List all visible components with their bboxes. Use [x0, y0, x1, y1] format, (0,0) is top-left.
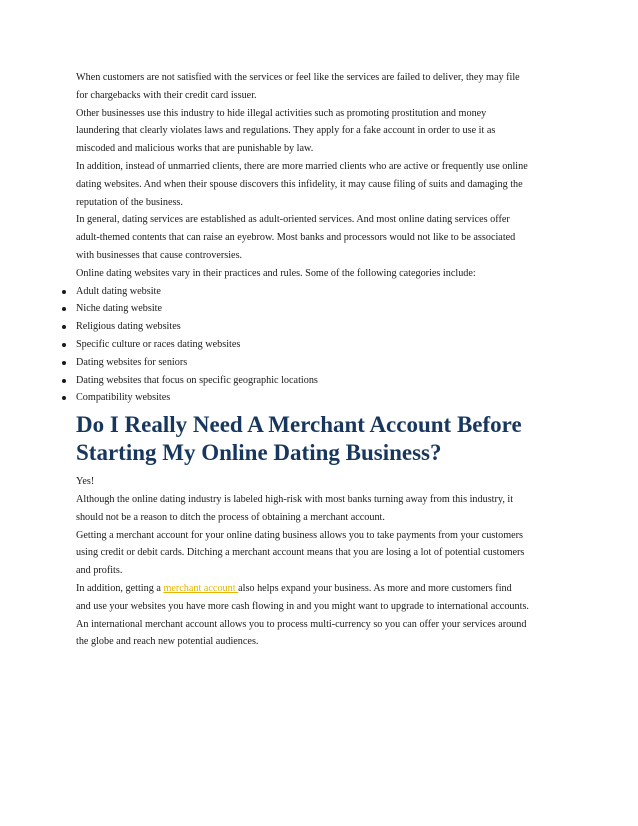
category-label: Religious dating websites [76, 321, 181, 333]
paragraph-line: Online dating websites vary in their practices and rules. Some of the following categories include: [76, 267, 476, 279]
paragraph-line: the globe and reach new potential audiences. [76, 636, 259, 648]
category-label: Dating websites for seniors [76, 356, 188, 368]
paragraph [76, 158, 566, 211]
paragraph-line: reputation of the business. [76, 196, 183, 208]
category-list [76, 283, 566, 408]
category-label: Specific culture or races dating websites [76, 338, 241, 350]
paragraph-line: Yes! [76, 476, 95, 488]
bullet-icon [62, 307, 66, 311]
category-item [76, 389, 566, 407]
paragraph [76, 105, 566, 158]
paragraph-line: for chargebacks with their credit card issuer. [76, 89, 257, 101]
paragraph-line: and profits. [76, 565, 123, 577]
merchant-account-link[interactable]: merchant account [163, 582, 239, 594]
document-body [76, 69, 566, 651]
paragraph [76, 265, 566, 283]
paragraph-line: should not be a reason to ditch the process of obtaining a merchant account. [76, 511, 385, 523]
paragraph [76, 211, 566, 264]
intro-section [76, 69, 566, 283]
paragraph-line: Getting a merchant account for your online dating business allows you to take payments from your customers [76, 529, 524, 541]
paragraph [76, 69, 566, 105]
category-label: Niche dating website [76, 303, 163, 315]
text-span: In addition, getting a [76, 582, 164, 594]
heading-line-1: Do I Really Need A Merchant Account Before [76, 412, 522, 438]
paragraph-line: When customers are not satisfied with the services or feel like the services are failed to deliver, they may file [76, 72, 520, 83]
paragraph-line: Although the online dating industry is labeled high-risk with most banks turning away from this industry, it [76, 493, 514, 505]
category-item [76, 336, 566, 354]
bullet-icon [62, 379, 66, 383]
category-item [76, 372, 566, 390]
heading-line-2: Starting My Online Dating Business? [76, 440, 442, 466]
paragraph-line: Other businesses use this industry to hide illegal activities such as promoting prostitution and money [76, 107, 487, 119]
paragraph-line: laundering that clearly violates laws and regulations. They apply for a fake account in order to use it as [76, 125, 496, 137]
paragraph-line: using credit or debit cards. Ditching a merchant account means that you are losing a lot of potential customers [76, 547, 525, 559]
paragraph [76, 527, 566, 580]
paragraph-line: An international merchant account allows you to process multi-currency so you can offer your services around [76, 618, 527, 630]
paragraph [76, 491, 566, 527]
section-heading [76, 411, 566, 467]
category-label: Dating websites that focus on specific geographic locations [76, 374, 318, 386]
paragraph-international [76, 616, 566, 652]
text-span: also helps expand your business. As more and more customers find [238, 582, 512, 594]
answer-section [76, 473, 566, 580]
bullet-icon [62, 361, 66, 365]
paragraph-line: and use your websites you have more cash flowing in and you might want to upgrade to international accounts. [76, 600, 529, 612]
category-item [76, 283, 566, 301]
paragraph-line: In addition, instead of unmarried clients, there are more married clients who are active or frequently use online [76, 160, 528, 172]
paragraph-line [76, 580, 566, 598]
paragraph-line: adult-themed contents that can raise an eyebrow. Most banks and processors would not like to be associated [76, 232, 516, 244]
category-label: Adult dating website [76, 285, 161, 297]
paragraph-line: dating websites. And when their spouse discovers this infidelity, it may cause filing of suits and damaging the [76, 178, 523, 190]
bullet-icon [62, 396, 66, 400]
paragraph-line: In general, dating services are established as adult-oriented services. And most online dating services offer [76, 214, 510, 226]
paragraph-line: with businesses that cause controversies. [76, 249, 243, 261]
paragraph-line: miscoded and malicious works that are punishable by law. [76, 143, 314, 155]
category-item [76, 354, 566, 372]
paragraph [76, 473, 566, 491]
bullet-icon [62, 290, 66, 294]
bullet-icon [62, 343, 66, 347]
category-label: Compatibility websites [76, 392, 171, 404]
bullet-icon [62, 325, 66, 329]
category-item [76, 318, 566, 336]
paragraph-merchant-link [76, 580, 566, 616]
category-item [76, 300, 566, 318]
